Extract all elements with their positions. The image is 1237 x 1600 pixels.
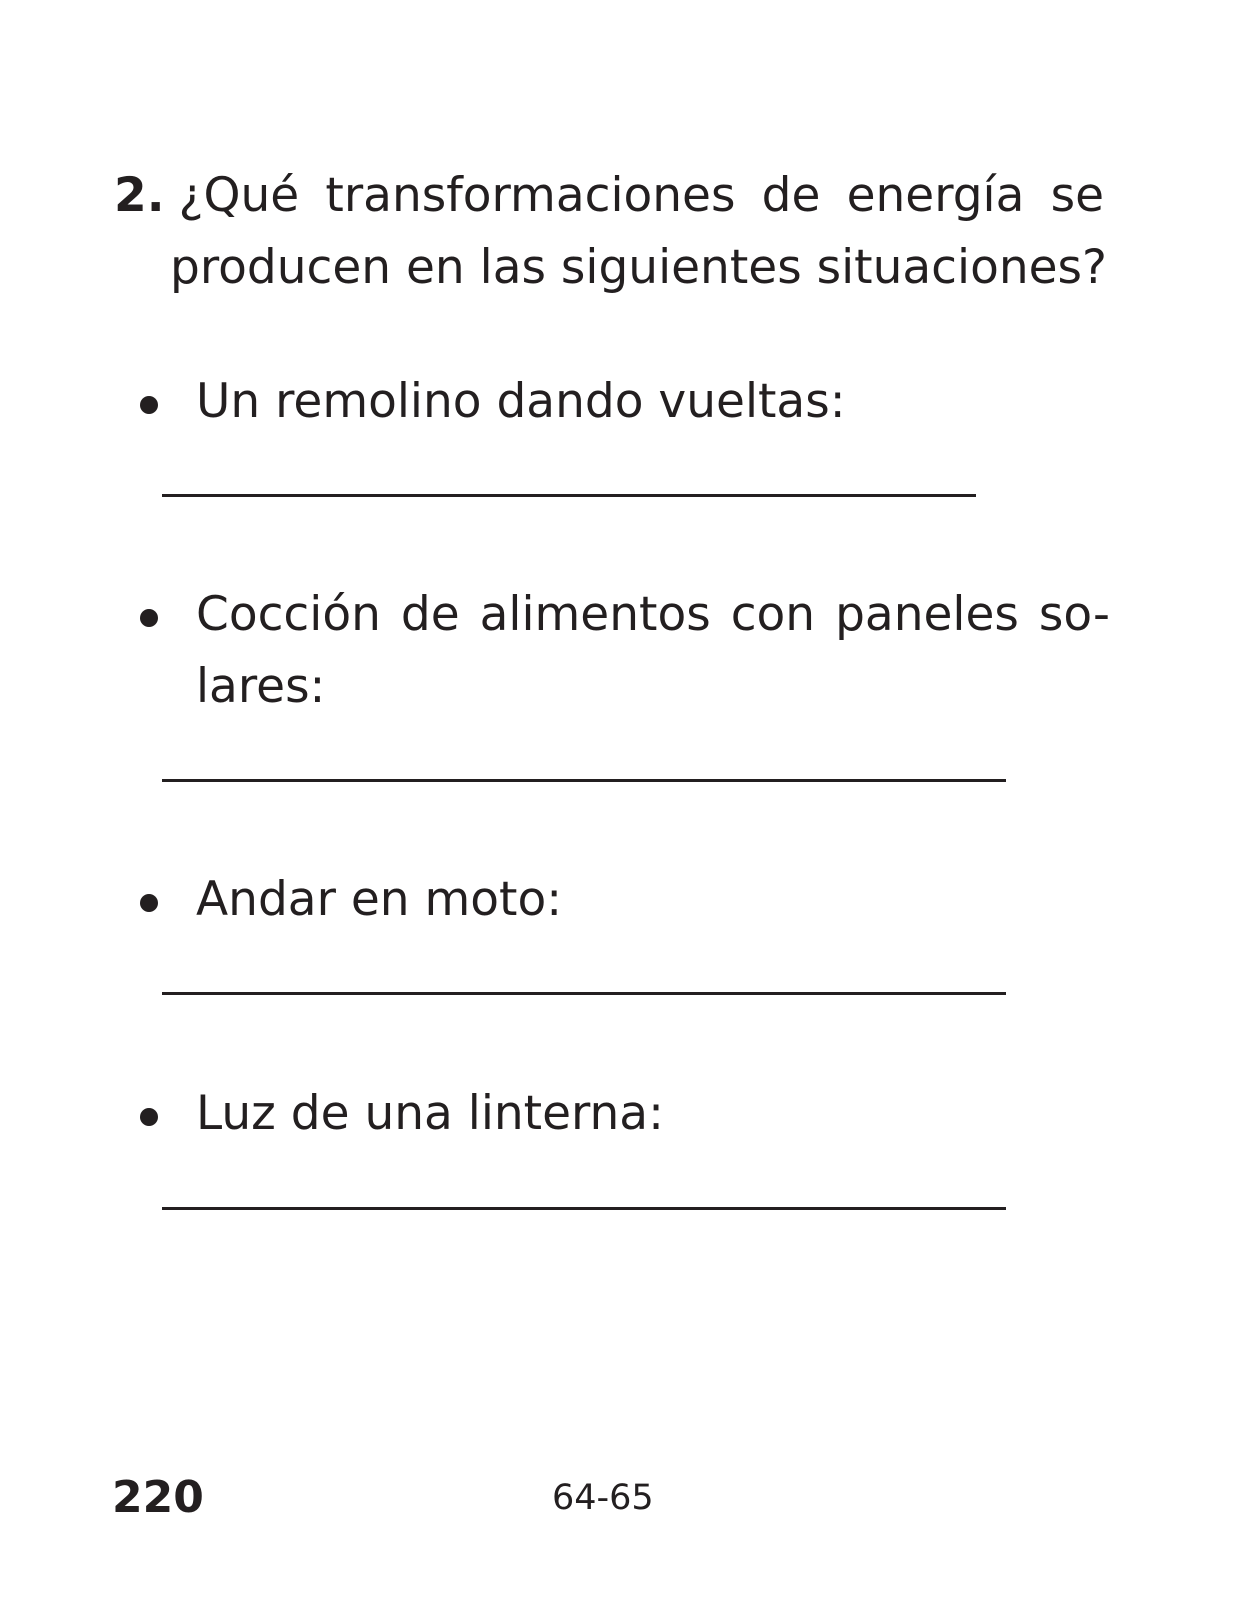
- list-item-line-1: [196, 579, 1110, 651]
- bullet-icon: [140, 396, 158, 414]
- page-reference: 64-65: [552, 1478, 654, 1518]
- list-item-word: Cocción: [196, 587, 381, 642]
- list-item-text: Andar en moto:: [196, 872, 563, 927]
- list-item-word: de: [400, 587, 460, 642]
- bullet-icon: [140, 609, 158, 627]
- answer-line[interactable]: [162, 1207, 1006, 1210]
- page-number: 220: [112, 1472, 204, 1523]
- question-word: se: [1050, 168, 1104, 223]
- list-item-text: Luz de una linterna:: [196, 1086, 664, 1141]
- list-item-word: so-: [1038, 587, 1110, 642]
- question-word: transformaciones: [325, 168, 736, 223]
- question-words: [179, 160, 1104, 232]
- list-item: [140, 579, 1110, 723]
- list-item-line-2: lares:: [196, 659, 326, 714]
- answer-line[interactable]: [162, 779, 1006, 782]
- question-word: ¿Qué: [178, 168, 300, 223]
- answer-line[interactable]: [162, 992, 1006, 995]
- question-2: [114, 160, 1107, 304]
- list-item-word: alimentos: [479, 587, 711, 642]
- list-item-word: paneles: [835, 587, 1019, 642]
- bullet-icon: [140, 894, 158, 912]
- list-item-text: [196, 579, 1110, 723]
- question-number: 2.: [114, 168, 165, 223]
- question-line-1: [114, 160, 1104, 232]
- list-item: [140, 366, 1110, 438]
- answer-line[interactable]: [162, 494, 976, 497]
- list-item-word: con: [730, 587, 816, 642]
- list-item-text: Un remolino dando vueltas:: [196, 374, 846, 429]
- bullet-icon: [140, 1108, 158, 1126]
- list-item: [140, 1078, 1110, 1150]
- question-word: de: [761, 168, 821, 223]
- question-line-2: producen en las siguientes situaciones?: [170, 240, 1107, 295]
- question-word: energía: [846, 168, 1025, 223]
- list-item: [140, 864, 1110, 936]
